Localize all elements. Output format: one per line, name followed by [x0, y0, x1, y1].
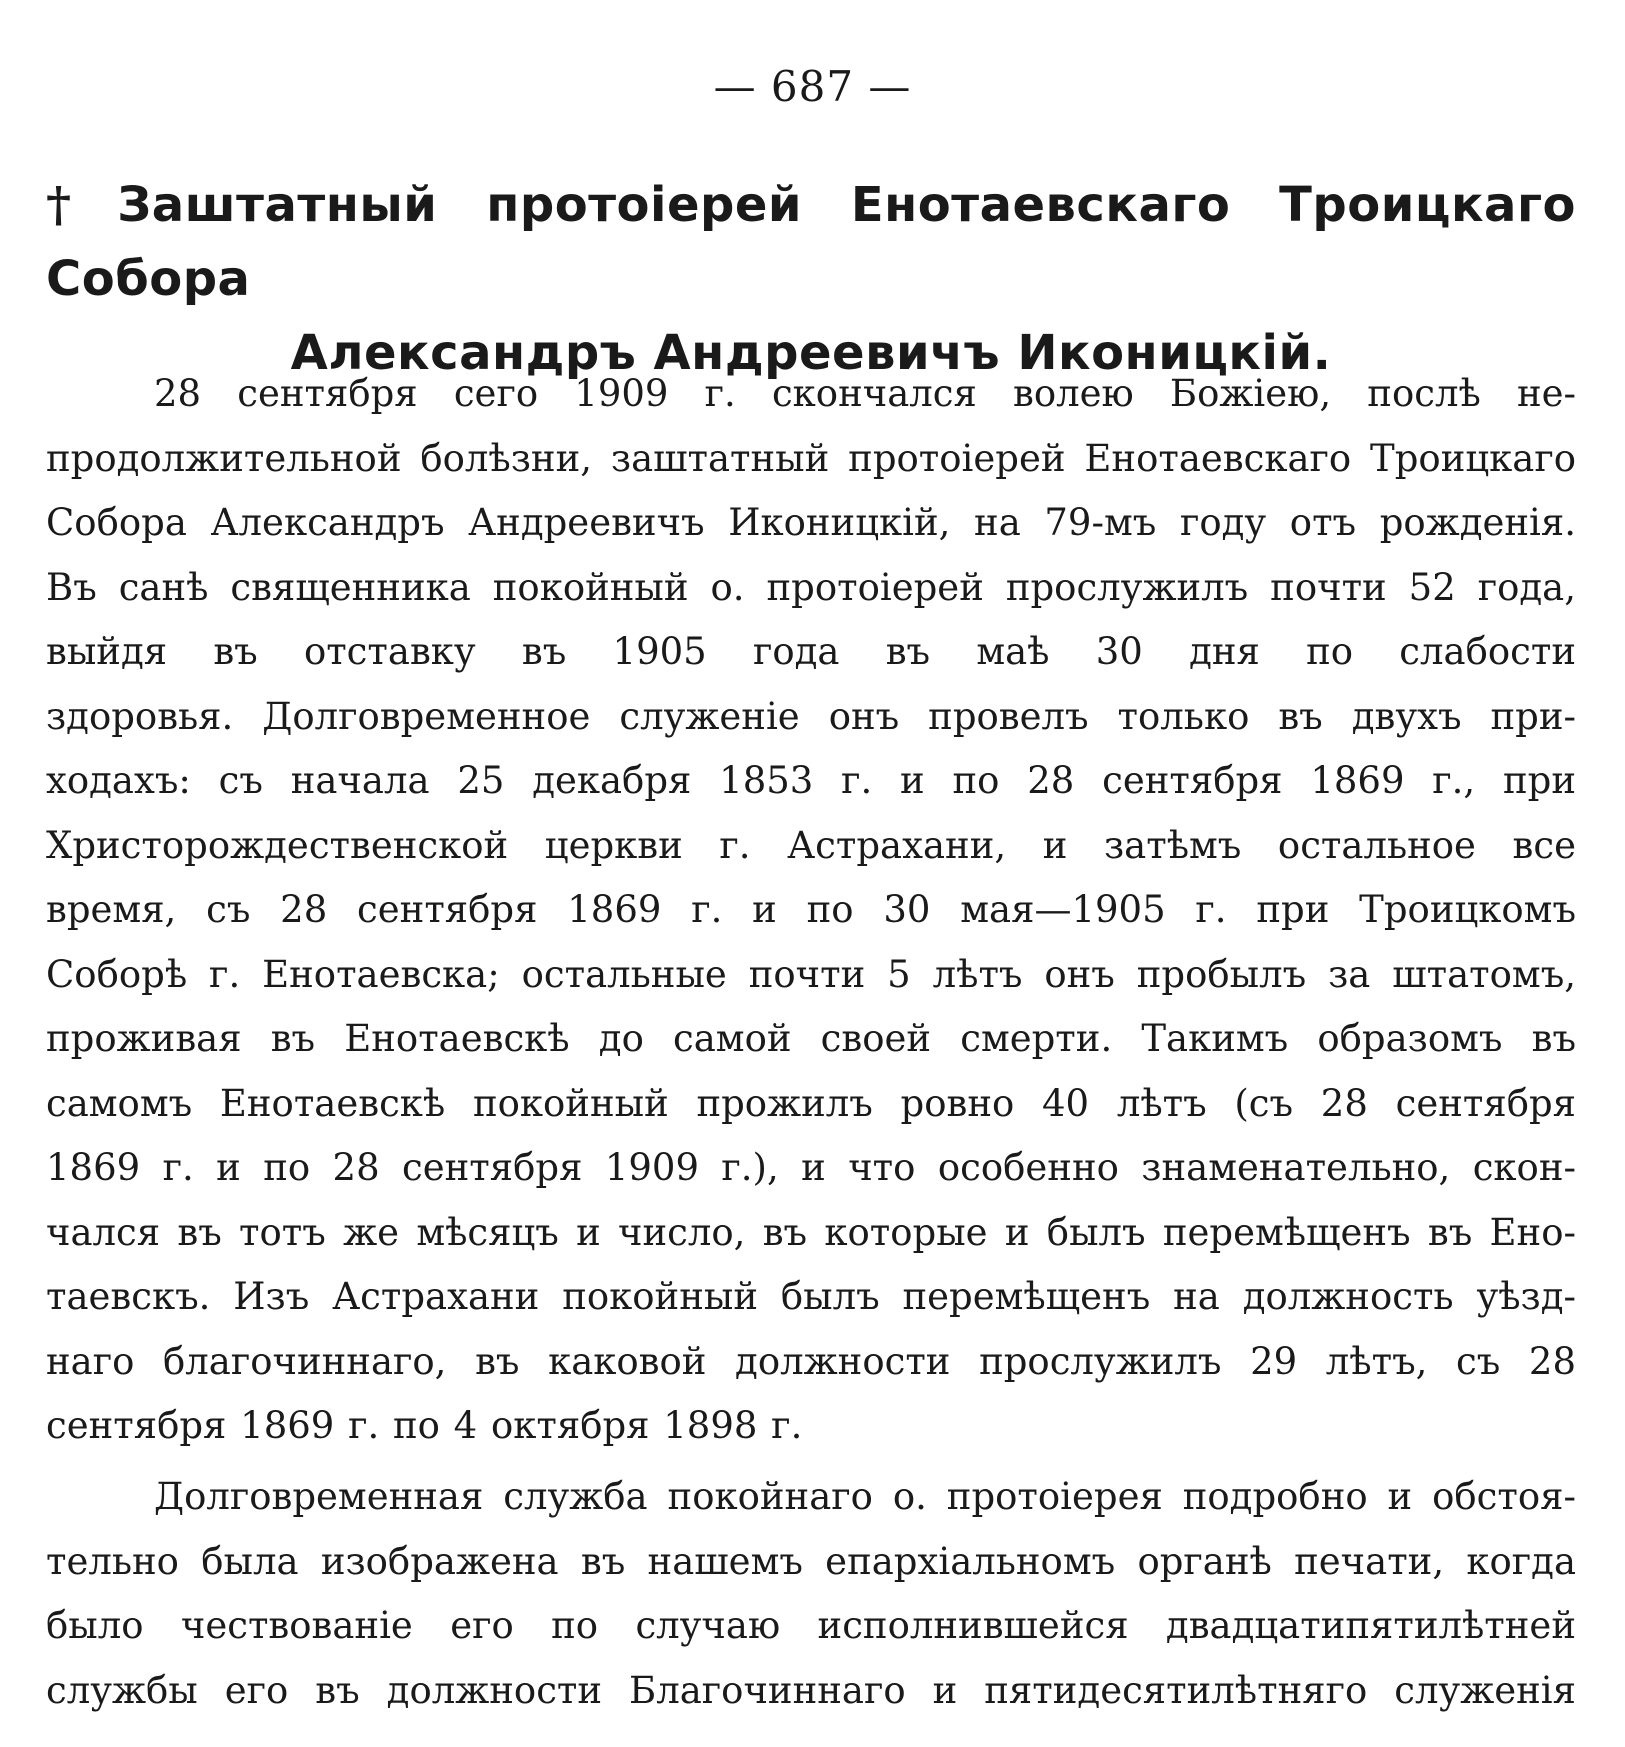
text-line: Соборѣ г. Енотаевска; остальные почти 5 лѣтъ онъ пробылъ за штатомъ, [46, 952, 1576, 996]
text-line: Долговременная служба покойнаго о. протоіерея подробно и обстоя- [154, 1475, 1576, 1518]
paragraph-1 [46, 362, 1576, 1459]
text-line: 28 сентября сего 1909 г. скончался волею Божіею, послѣ не- [154, 372, 1576, 415]
text-line: было чествованіе его по случаю исполнившейся двадцатипятилѣтней [46, 1604, 1576, 1647]
text-line: выйдя въ отставку въ 1905 года въ маѣ 30 дня по слабости [46, 630, 1576, 673]
text-line: самомъ Енотаевскѣ покойный прожилъ ровно 40 лѣтъ (съ 28 сентября [46, 1081, 1576, 1125]
text-line: ходахъ: съ начала 25 декабря 1853 г. и по 28 сентября 1869 г., при [46, 759, 1576, 802]
paragraph-2 [46, 1465, 1576, 1723]
text-line: время, съ 28 сентября 1869 г. и по 30 мая—1905 г. при Троицкомъ [46, 888, 1576, 931]
title-line-2: Александръ Андреевичъ Иконицкій. [290, 325, 1332, 381]
title-line-1 [46, 168, 1576, 316]
article-title [46, 168, 1576, 390]
page-number: — 687 — [713, 62, 912, 111]
text-line: службы его въ должности Благочиннаго и пятидесятилѣтняго служенія [46, 1668, 1576, 1712]
text-line: проживая въ Енотаевскѣ до самой своей смерти. Такимъ образомъ въ [46, 1017, 1576, 1060]
text-line: продолжительной болѣзни, заштатный протоіерей Енотаевскаго Троицкаго [46, 436, 1576, 480]
text-line: Христорождественской церкви г. Астрахани, и затѣмъ остальное все [46, 823, 1576, 867]
text-line: 1869 г. и по 28 сентября 1909 г.), и что особенно знаменательно, скон- [46, 1146, 1576, 1189]
text-line: здоровья. Долговременное служеніе онъ провелъ только въ двухъ при- [46, 694, 1576, 738]
text-line: чался въ тотъ же мѣсяцъ и число, въ которые и былъ перемѣщенъ въ Ено- [46, 1210, 1576, 1254]
title-line-1-text: Заштатный протоіерей Енотаевскаго Троицкаго Собора [46, 177, 1576, 307]
text-line: наго благочиннаго, въ каковой должности прослужилъ 29 лѣтъ, съ 28 [46, 1339, 1576, 1383]
text-line: тельно была изображена въ нашемъ епархіальномъ органѣ печати, когда [46, 1539, 1576, 1583]
text-line: Въ санѣ священника покойный о. протоіерей прослужилъ почти 52 года, [46, 565, 1576, 609]
text-line: Собора Александръ Андреевичъ Иконицкій, на 79-мъ году отъ рожденія. [46, 501, 1576, 544]
dagger-icon: † [46, 177, 104, 233]
text-line: таевскъ. Изъ Астрахани покойный былъ перемѣщенъ на должность уѣзд- [46, 1275, 1576, 1318]
text-line: сентября 1869 г. по 4 октября 1898 г. [46, 1404, 803, 1447]
